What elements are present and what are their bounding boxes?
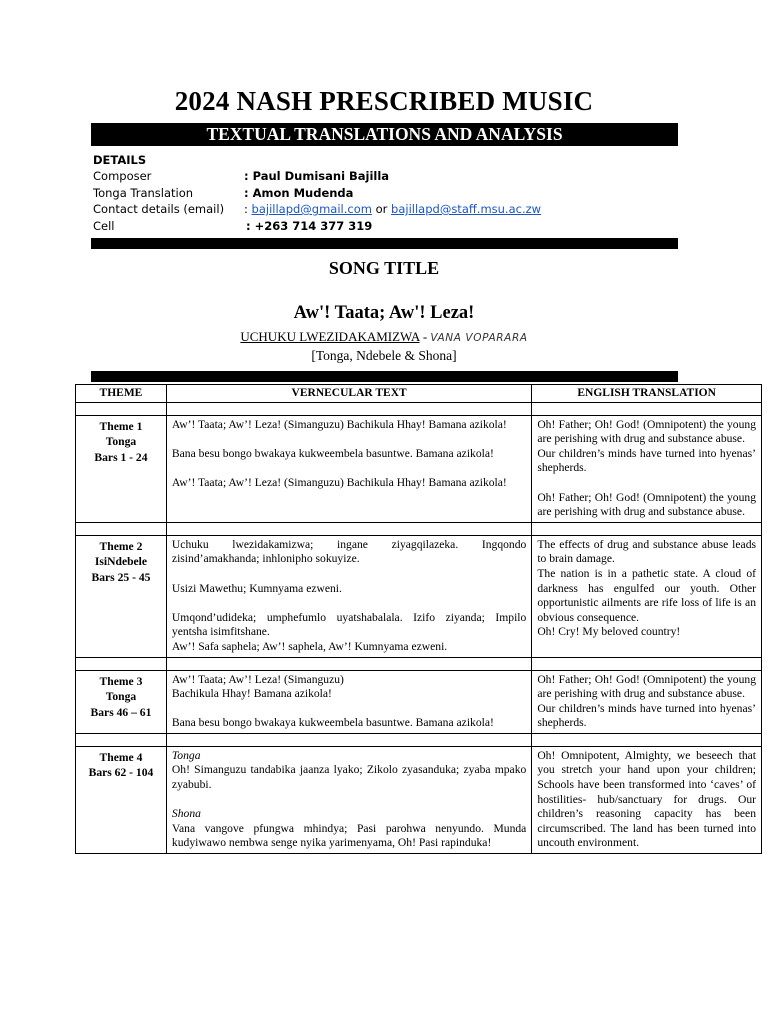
theme-cell (76, 415, 167, 522)
table-header-row (76, 385, 762, 403)
table-row (76, 535, 762, 657)
vernacular-line: Vana vangove pfungwa mhindya; Pasi parohwa nenyundo. Munda kudyiwawo nembwa senge nyika yarimenyama, Oh! Pasi rapinduka! (171, 821, 527, 850)
cell-value: : +263 714 377 319 (246, 218, 373, 233)
english-line: Oh! Omnipotent, Almighty, we beseech that you stretch your hand upon your children; Schools have been transformed into ‘caves’ of hostilities- hub/sanctuary for drugs. Our children’s reasoning capacity has been circumscribed. The land has been turned into uncouth environment. (537, 748, 756, 850)
table-spacer-row (76, 657, 762, 670)
song-name: Aw'! Taata; Aw'! Leza! (293, 303, 475, 323)
vernacular-cell (166, 415, 531, 522)
divider-bar (91, 238, 678, 249)
theme-number: Theme 2 (99, 539, 143, 553)
vernacular-line: Aw’! Taata; Aw’! Leza! (Simanguzu) (171, 672, 344, 686)
table-spacer-row (76, 733, 762, 746)
english-line: Oh! Father; Oh! God! (Omnipotent) the young are perishing with drug and substance abuse. (537, 672, 756, 701)
vernacular-line: Usizi Mawethu; Kumnyama ezweni. (171, 581, 342, 595)
vernacular-line: Aw’! Taata; Aw’! Leza! (Simanguzu) Bachikula Hhay! Bamana azikola! (171, 417, 507, 431)
vernacular-line: Oh! Simanguzu tandabika jaanza lyako; Zikolo zyasanduka; zyaba mpako zyabubi. (171, 763, 527, 792)
song-alt-separator: - (419, 329, 431, 344)
theme-bars: Bars 46 – 61 (90, 705, 152, 719)
language-label-tonga: Tonga (171, 748, 201, 762)
english-line: Oh! Father; Oh! God! (Omnipotent) the young are perishing with drug and substance abuse. (537, 417, 756, 446)
divider-bar-2 (91, 371, 678, 382)
theme-bars: Bars 62 - 104 (88, 766, 154, 780)
composer-row (93, 168, 693, 185)
english-cell (532, 535, 762, 657)
theme-cell (76, 746, 167, 853)
document-title: 2024 NASH PRESCRIBED MUSIC (174, 86, 594, 116)
vernacular-cell (166, 670, 531, 733)
composer-label: Composer (93, 169, 152, 183)
table-row (76, 746, 762, 853)
english-line: Our children’s minds have turned into hyenas’ shepherds. (537, 446, 756, 475)
contact-colon: : (244, 202, 252, 216)
vernacular-line: Aw’! Taata; Aw’! Leza! (Simanguzu) Bachikula Hhay! Bamana azikola! (171, 475, 507, 489)
cell-label: Cell (93, 218, 115, 233)
composer-value: : Paul Dumisani Bajilla (244, 169, 390, 183)
english-line: Oh! Cry! My beloved country! (537, 625, 681, 639)
song-languages: [Tonga, Ndebele & Shona] (311, 348, 457, 363)
document-subtitle: TEXTUAL TRANSLATIONS AND ANALYSIS (91, 123, 678, 146)
theme-number: Theme 4 (99, 750, 143, 764)
theme-number: Theme 3 (99, 674, 143, 688)
theme-bars: Bars 25 - 45 (91, 570, 151, 584)
table-spacer-row (76, 402, 762, 415)
song-alt-shona: VANA VOPARARA (430, 332, 528, 344)
english-cell (532, 415, 762, 522)
vernacular-line: Bana besu bongo bwakaya kukweembela basuntwe. Bamana azikola! (171, 446, 494, 460)
song-title-heading: SONG TITLE (328, 258, 440, 278)
email-link-gmail[interactable]: bajillapd@gmail.com (251, 202, 372, 216)
cell-row (93, 218, 693, 235)
english-cell (532, 670, 762, 733)
english-line: The nation is in a pathetic state. A cloud of darkness has engulfed our youth. Other opportunistic ailments are rife loss of life is an obvious consequence. (537, 566, 756, 624)
vernacular-line: Uchuku lwezidakamizwa; ingane ziyagqilazeka. Ingqondo zisind’amakhanda; inhlonipho sokuyize. (171, 537, 527, 566)
theme-bars: Bars 1 - 24 (94, 450, 148, 464)
theme-language: Tonga (105, 690, 137, 703)
song-alt-title (0, 329, 768, 345)
english-line: Our children’s minds have turned into hyenas’ shepherds. (537, 701, 756, 730)
theme-cell (76, 535, 167, 657)
theme-language: Tonga (105, 435, 137, 449)
theme-language: IsiNdebele (94, 555, 148, 569)
vernacular-cell (166, 535, 531, 657)
contact-row (93, 201, 693, 218)
english-cell (532, 746, 762, 853)
translation-label: Tonga Translation (93, 185, 194, 200)
song-alt-ndebele: UCHUKU LWEZIDAKAMIZWA (240, 329, 420, 344)
vernacular-line: Aw’! Safa saphela; Aw’! saphela, Aw’! Kumnyama ezweni. (171, 639, 448, 653)
vernacular-line: Umqond’udideka; umphefumlo uyatshabalala. Izifo ziyanda; Impilo yentsha isimfitshane. (171, 610, 527, 639)
table-row (76, 670, 762, 733)
vernacular-line: Bachikula Hhay! Bamana azikola! (171, 687, 332, 701)
vernacular-cell (166, 746, 531, 853)
english-line: The effects of drug and substance abuse leads to brain damage. (537, 537, 756, 566)
contact-value (244, 201, 541, 218)
table-spacer-row (76, 522, 762, 535)
header-theme: THEME (76, 385, 167, 403)
translation-value: : Amon Mudenda (244, 185, 354, 200)
translation-row (93, 185, 693, 202)
english-line: Oh! Father; Oh! God! (Omnipotent) the young are perishing with drug and substance abuse. (537, 490, 756, 519)
contact-or: or (371, 202, 392, 216)
details-heading: DETAILS (93, 153, 147, 167)
details-section (93, 152, 693, 234)
email-link-staff[interactable]: bajillapd@staff.msu.ac.zw (391, 202, 542, 216)
header-vernacular: VERNECULAR TEXT (166, 385, 531, 403)
vernacular-line: Bana besu bongo bwakaya kukweembela basuntwe. Bamana azikola! (171, 716, 494, 730)
translation-table (75, 384, 762, 854)
theme-cell (76, 670, 167, 733)
theme-number: Theme 1 (99, 419, 143, 433)
table-row (76, 415, 762, 522)
header-english: ENGLISH TRANSLATION (532, 385, 762, 403)
contact-label: Contact details (email) (93, 202, 225, 216)
language-label-shona: Shona (171, 807, 201, 821)
